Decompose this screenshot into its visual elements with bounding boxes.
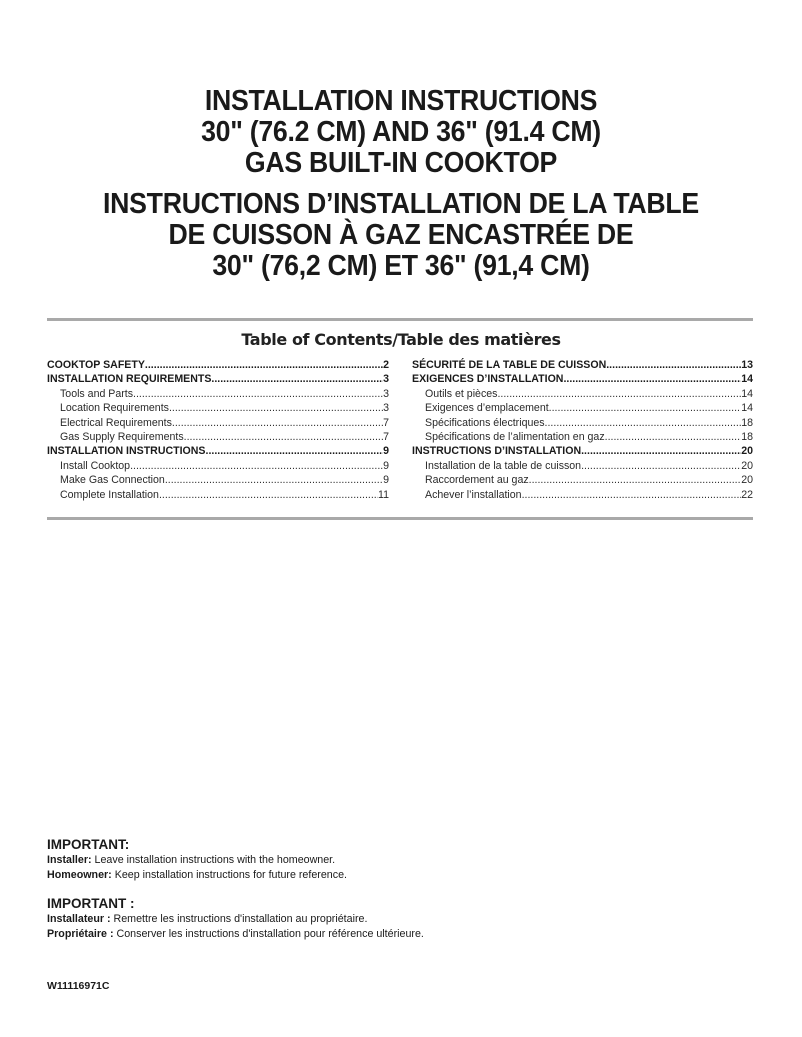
toc-entry[interactable] — [47, 444, 389, 458]
title-line: 30" (76.2 CM) AND 36" (91.4 CM) — [201, 116, 601, 148]
divider-top — [47, 318, 753, 321]
toc-heading: Table of Contents/Table des matières — [241, 330, 561, 349]
toc-entry-page: 20 — [741, 445, 753, 458]
toc-entry[interactable] — [47, 372, 389, 386]
toc-entry-page: 20 — [741, 459, 753, 472]
toc-leader-dots — [184, 430, 383, 444]
toc-leader-dots — [581, 459, 741, 473]
toc-entry[interactable] — [412, 401, 753, 415]
toc-entry-label: Install Cooktop — [60, 459, 131, 472]
important-notice-french — [47, 896, 424, 941]
toc-entry[interactable] — [412, 372, 753, 386]
toc-entry-page: 14 — [741, 387, 753, 400]
toc-entry-page: 18 — [741, 431, 753, 444]
toc-leader-dots — [172, 416, 383, 430]
toc-entry-page: 20 — [741, 474, 753, 487]
toc-entry[interactable] — [47, 416, 389, 430]
toc-leader-dots — [563, 372, 741, 386]
title-line: INSTALLATION INSTRUCTIONS — [204, 85, 598, 117]
toc-entry[interactable] — [412, 416, 753, 430]
important-heading: IMPORTANT : — [47, 896, 135, 911]
toc-french — [412, 358, 753, 502]
toc-leader-dots — [133, 387, 383, 401]
toc-entry-label: Spécifications de l’alimentation en gaz — [425, 431, 605, 444]
toc-leader-dots — [497, 387, 741, 401]
toc-entry-page: 9 — [383, 459, 389, 472]
toc-entry[interactable] — [47, 430, 389, 444]
toc-entry[interactable] — [412, 459, 753, 473]
toc-leader-dots — [211, 372, 383, 386]
toc-entry-label: EXIGENCES D’INSTALLATION — [412, 373, 564, 386]
title-line: 30" (76,2 CM) ET 36" (91,4 CM) — [212, 250, 590, 282]
important-line-proprietaire — [47, 927, 424, 942]
role-instruction: Leave installation instructions with the homeowner. — [91, 854, 336, 866]
toc-entry-page: 3 — [383, 387, 389, 400]
toc-entry-label: Raccordement au gaz — [425, 474, 529, 487]
toc-leader-dots — [545, 416, 742, 430]
role-label: Propriétaire : — [47, 927, 114, 940]
toc-leader-dots — [130, 459, 383, 473]
toc-entry-label: Achever l’installation — [425, 488, 522, 501]
important-line-installer — [47, 853, 347, 868]
toc-leader-dots — [549, 401, 742, 415]
title-line: DE CUISSON À GAZ ENCASTRÉE DE — [168, 219, 634, 251]
role-label: Installateur : — [47, 913, 111, 925]
toc-entry-page: 14 — [741, 402, 753, 415]
important-heading: IMPORTANT: — [47, 837, 130, 852]
toc-entry-label: Spécifications électriques — [425, 416, 545, 429]
toc-leader-dots — [605, 430, 742, 444]
toc-entry-label: Tools and Parts — [60, 387, 134, 400]
title-french — [0, 189, 802, 282]
toc-entry-label: INSTRUCTIONS D’INSTALLATION — [412, 445, 582, 458]
toc-entry-label: SÉCURITÉ DE LA TABLE DE CUISSON — [412, 359, 607, 371]
toc-english — [47, 358, 389, 502]
toc-entry[interactable] — [47, 473, 389, 487]
toc-entry-label: Location Requirements — [60, 402, 169, 415]
important-line-homeowner — [47, 868, 347, 883]
toc-entry-page: 9 — [383, 474, 389, 487]
role-instruction: Keep installation instructions for future reference. — [111, 868, 347, 881]
toc-entry[interactable] — [412, 444, 753, 458]
toc-entry[interactable] — [412, 430, 753, 444]
toc-entry[interactable] — [412, 358, 753, 372]
toc-entry[interactable] — [47, 358, 389, 372]
toc-entry-page: 22 — [741, 488, 753, 501]
toc-entry-page: 9 — [383, 445, 389, 458]
toc-entry-label: Exigences d’emplacement — [425, 402, 549, 415]
document-title — [0, 86, 802, 282]
toc-entry-label: Outils et pièces — [425, 387, 498, 400]
role-instruction: Conserver les instructions d'installation pour référence ultérieure. — [113, 927, 424, 940]
toc-entry-label: Make Gas Connection — [60, 474, 165, 487]
toc-entry-label: Electrical Requirements — [60, 416, 172, 429]
role-label: Installer: — [47, 854, 92, 866]
toc-entry-label: INSTALLATION INSTRUCTIONS — [47, 445, 206, 458]
toc-leader-dots — [606, 358, 741, 372]
toc-entry-page: 7 — [383, 416, 389, 429]
important-line-installateur — [47, 912, 424, 927]
toc-entry[interactable] — [47, 387, 389, 401]
toc-entry-page: 7 — [383, 431, 389, 444]
role-label: Homeowner: — [47, 868, 112, 881]
toc-leader-dots — [522, 488, 742, 502]
title-english — [0, 86, 802, 179]
toc-entry[interactable] — [412, 387, 753, 401]
toc-entry-label: Complete Installation — [60, 488, 159, 501]
toc-entry-page: 18 — [741, 416, 753, 429]
title-line: GAS BUILT-IN COOKTOP — [244, 147, 558, 179]
toc-entry-label: Installation de la table de cuisson — [425, 459, 582, 472]
toc-leader-dots — [165, 473, 383, 487]
toc-entry[interactable] — [412, 488, 753, 502]
toc-entry-label: COOKTOP SAFETY — [47, 359, 145, 371]
document-code: W11116971C — [47, 980, 110, 992]
toc-entry[interactable] — [47, 459, 389, 473]
toc-entry-page: 2 — [383, 359, 389, 371]
divider-bottom — [47, 517, 753, 520]
toc-entry-page: 13 — [741, 359, 753, 371]
toc-entry-page: 11 — [378, 488, 389, 501]
toc-leader-dots — [159, 488, 378, 502]
toc-entry-page: 3 — [383, 373, 389, 386]
title-line: INSTRUCTIONS D’INSTALLATION DE LA TABLE — [103, 188, 699, 220]
toc-leader-dots — [206, 444, 384, 458]
important-notice-english — [47, 837, 347, 882]
toc-leader-dots — [581, 444, 741, 458]
toc-leader-dots — [169, 401, 383, 415]
role-instruction: Remettre les instructions d'installation au propriétaire. — [110, 913, 368, 925]
toc-entry[interactable] — [412, 473, 753, 487]
toc-entry[interactable] — [47, 488, 389, 502]
toc-entry-label: INSTALLATION REQUIREMENTS — [47, 373, 212, 386]
toc-entry-label: Gas Supply Requirements — [60, 431, 184, 444]
toc-leader-dots — [145, 358, 383, 372]
toc-entry[interactable] — [47, 401, 389, 415]
toc-entry-page: 3 — [383, 402, 389, 415]
toc-entry-page: 14 — [741, 373, 753, 386]
toc-leader-dots — [529, 473, 742, 487]
